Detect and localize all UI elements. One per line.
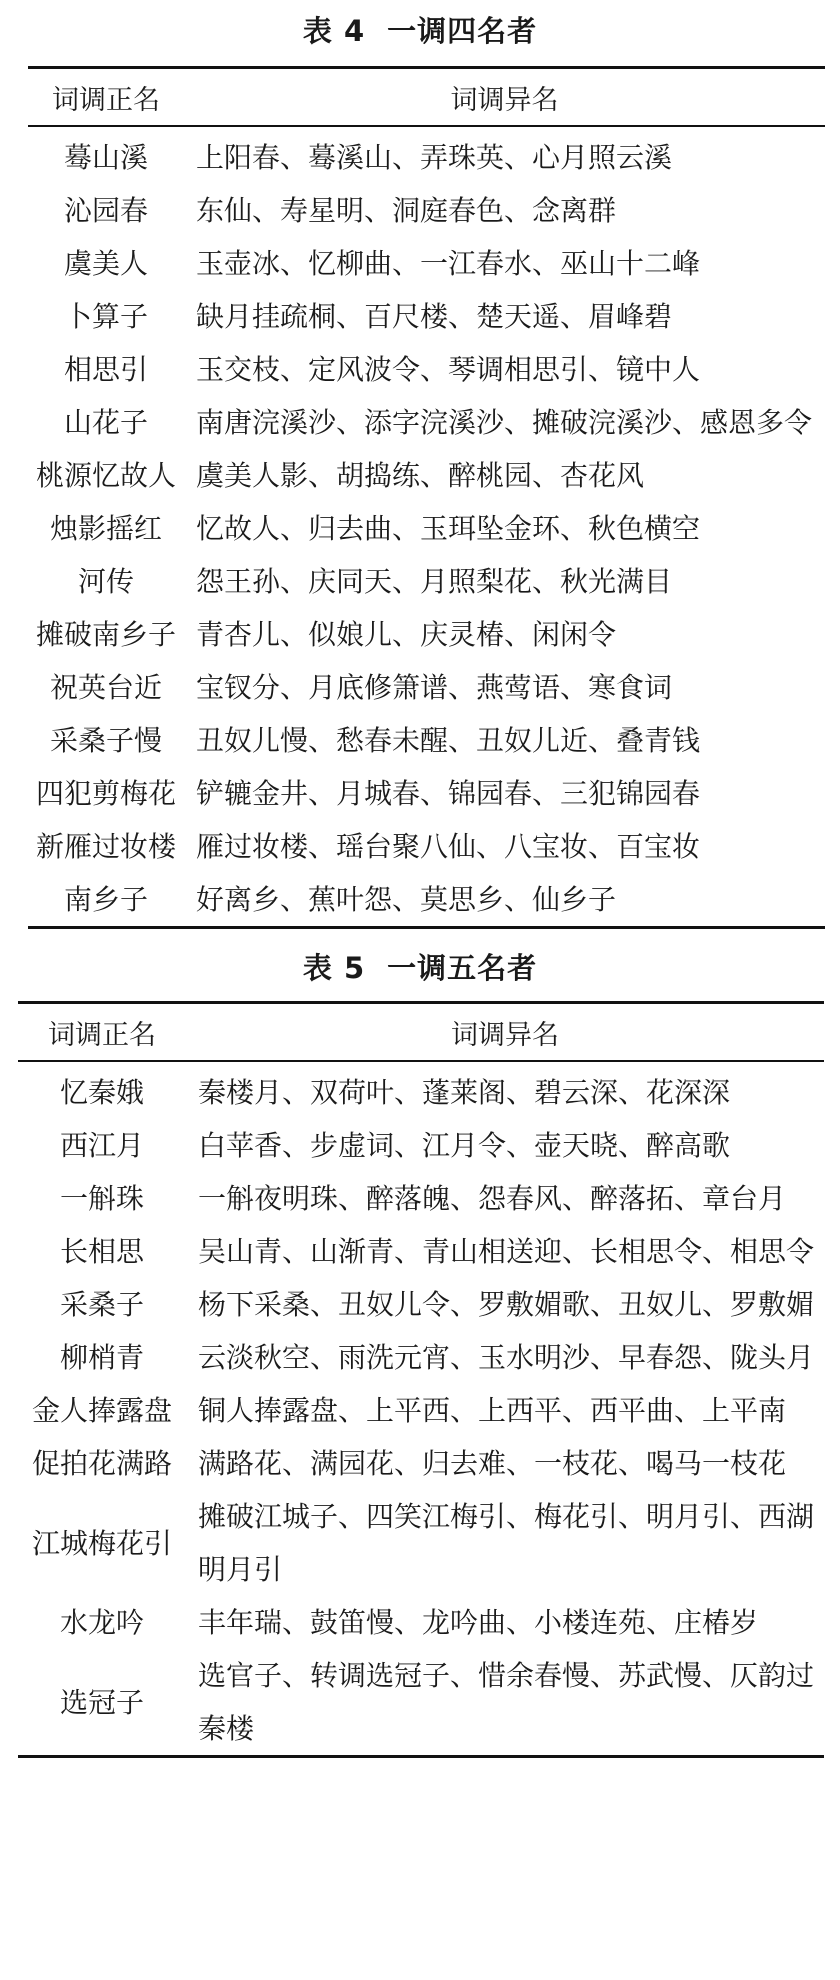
alternate-tune-names: 选官子、转调选冠子、惜余春慢、苏武慢、仄韵过秦楼 xyxy=(186,1649,824,1757)
table4-header-col1: 词调正名 xyxy=(28,68,184,127)
table-row xyxy=(28,343,825,396)
official-tune-name: 桃源忆故人 xyxy=(35,459,176,492)
official-tune-name: 长相思 xyxy=(59,1235,144,1268)
table-row xyxy=(18,1384,824,1437)
alternate-tune-names: 缺月挂疏桐、百尺楼、楚天遥、眉峰碧 xyxy=(196,300,673,333)
table-row xyxy=(28,126,825,184)
table-row xyxy=(28,237,825,290)
table5-label: 表 5 xyxy=(302,951,366,985)
official-tune-name: 南乡子 xyxy=(28,873,184,928)
table4-header-row xyxy=(28,68,825,127)
official-tune-name: 水龙吟 xyxy=(59,1606,144,1639)
official-tune-name: 祝英台近 xyxy=(49,671,162,704)
alternate-tune-names: 丑奴儿慢、愁春未醒、丑奴儿近、叠青钱 xyxy=(196,724,701,757)
official-tune-name: 烛影摇红 xyxy=(49,512,162,545)
official-tune-name: 虞美人 xyxy=(63,247,148,280)
table4-caption xyxy=(0,6,840,56)
alternate-tune-names: 虞美人影、胡捣练、醉桃园、杏花风 xyxy=(196,459,645,492)
table-row xyxy=(28,714,825,767)
official-tune-name: 采桑子慢 xyxy=(49,724,162,757)
table-row xyxy=(18,1225,824,1278)
alternate-tune-names: 怨王孙、庆同天、月照梨花、秋光满目 xyxy=(196,565,673,598)
official-tune-name: 选冠子 xyxy=(18,1649,186,1757)
document-page xyxy=(0,6,840,1980)
alternate-tune-names: 丰年瑞、鼓笛慢、龙吟曲、小楼连苑、庄椿岁 xyxy=(198,1606,759,1639)
alternate-tune-names: 白苹香、步虚词、江月令、壶天晓、醉高歌 xyxy=(198,1129,731,1162)
alternate-tune-names: 玉壶冰、忆柳曲、一江春水、巫山十二峰 xyxy=(196,247,701,280)
official-tune-name: 四犯剪梅花 xyxy=(35,777,176,810)
table-row xyxy=(28,449,825,502)
alternate-tune-names: 青杏儿、似娘儿、庆灵椿、闲闲令 xyxy=(196,618,617,651)
alternate-tune-names: 摊破江城子、四笑江梅引、梅花引、明月引、西湖明月引 xyxy=(198,1500,815,1586)
table-row xyxy=(18,1437,824,1490)
official-tune-name: 采桑子 xyxy=(59,1288,144,1321)
alternate-tune-names: 铜人捧露盘、上平西、上西平、西平曲、上平南 xyxy=(198,1394,787,1427)
official-tune-name: 促拍花满路 xyxy=(31,1447,172,1480)
official-tune-name: 柳梢青 xyxy=(59,1341,144,1374)
official-tune-name: 金人捧露盘 xyxy=(31,1394,172,1427)
table-row xyxy=(18,1061,824,1119)
table5-title: 一调五名者 xyxy=(387,951,538,985)
alternate-tune-names: 宝钗分、月底修箫谱、燕莺语、寒食词 xyxy=(196,671,673,704)
alternate-tune-names: 满路花、满园花、归去难、一枝花、喝马一枝花 xyxy=(198,1447,787,1480)
table5 xyxy=(18,1001,824,1758)
table-row xyxy=(28,290,825,343)
table5-header-col1: 词调正名 xyxy=(18,1003,186,1062)
table-row xyxy=(18,1490,824,1596)
table-row xyxy=(18,1119,824,1172)
official-tune-name: 山花子 xyxy=(63,406,148,439)
table-row xyxy=(28,502,825,555)
alternate-tune-names: 好离乡、蕉叶怨、莫思乡、仙乡子 xyxy=(184,873,825,928)
alternate-tune-names: 玉交枝、定风波令、琴调相思引、镜中人 xyxy=(196,353,701,386)
official-tune-name: 沁园春 xyxy=(63,194,148,227)
table-row xyxy=(28,184,825,237)
official-tune-name: 卜算子 xyxy=(63,300,148,333)
table-row xyxy=(28,555,825,608)
alternate-tune-names: 杨下采桑、丑奴儿令、罗敷媚歌、丑奴儿、罗敷媚 xyxy=(198,1288,815,1321)
table5-header-col2: 词调异名 xyxy=(186,1003,824,1062)
official-tune-name: 相思引 xyxy=(63,353,148,386)
alternate-tune-names: 雁过妆楼、瑶台聚八仙、八宝妆、百宝妆 xyxy=(196,830,701,863)
official-tune-name: 忆秦娥 xyxy=(59,1076,144,1109)
table-row xyxy=(18,1172,824,1225)
alternate-tune-names: 一斛夜明珠、醉落魄、怨春风、醉落拓、章台月 xyxy=(198,1182,787,1215)
alternate-tune-names: 南唐浣溪沙、添字浣溪沙、摊破浣溪沙、感恩多令 xyxy=(196,406,813,439)
table4-label: 表 4 xyxy=(302,14,366,48)
table-row xyxy=(28,873,825,928)
official-tune-name: 一斛珠 xyxy=(59,1182,144,1215)
table5-header-row xyxy=(18,1003,824,1062)
table4 xyxy=(28,66,825,929)
alternate-tune-names: 秦楼月、双荷叶、蓬莱阁、碧云深、花深深 xyxy=(198,1076,731,1109)
alternate-tune-names: 上阳春、蓦溪山、弄珠英、心月照云溪 xyxy=(196,141,673,174)
table-row xyxy=(28,396,825,449)
official-tune-name: 河传 xyxy=(77,565,134,598)
table4-title: 一调四名者 xyxy=(387,14,538,48)
alternate-tune-names: 吴山青、山渐青、青山相送迎、长相思令、相思令 xyxy=(198,1235,815,1268)
alternate-tune-names: 云淡秋空、雨洗元宵、玉水明沙、早春怨、陇头月 xyxy=(198,1341,815,1374)
official-tune-name: 西江月 xyxy=(59,1129,144,1162)
table-row xyxy=(18,1331,824,1384)
table5-caption xyxy=(0,943,840,993)
table-row xyxy=(18,1278,824,1331)
alternate-tune-names: 铲辘金井、月城春、锦园春、三犯锦园春 xyxy=(196,777,701,810)
table-row xyxy=(28,661,825,714)
alternate-tune-names: 东仙、寿星明、洞庭春色、念离群 xyxy=(196,194,617,227)
official-tune-name: 蓦山溪 xyxy=(63,141,148,174)
official-tune-name: 摊破南乡子 xyxy=(35,618,176,651)
official-tune-name: 新雁过妆楼 xyxy=(35,830,176,863)
table-row xyxy=(18,1649,824,1757)
table4-header-col2: 词调异名 xyxy=(184,68,825,127)
table-row xyxy=(18,1596,824,1649)
official-tune-name: 江城梅花引 xyxy=(31,1526,172,1560)
table-row xyxy=(28,608,825,661)
table-row xyxy=(28,767,825,820)
table-row xyxy=(28,820,825,873)
alternate-tune-names: 忆故人、归去曲、玉珥坠金环、秋色横空 xyxy=(196,512,701,545)
